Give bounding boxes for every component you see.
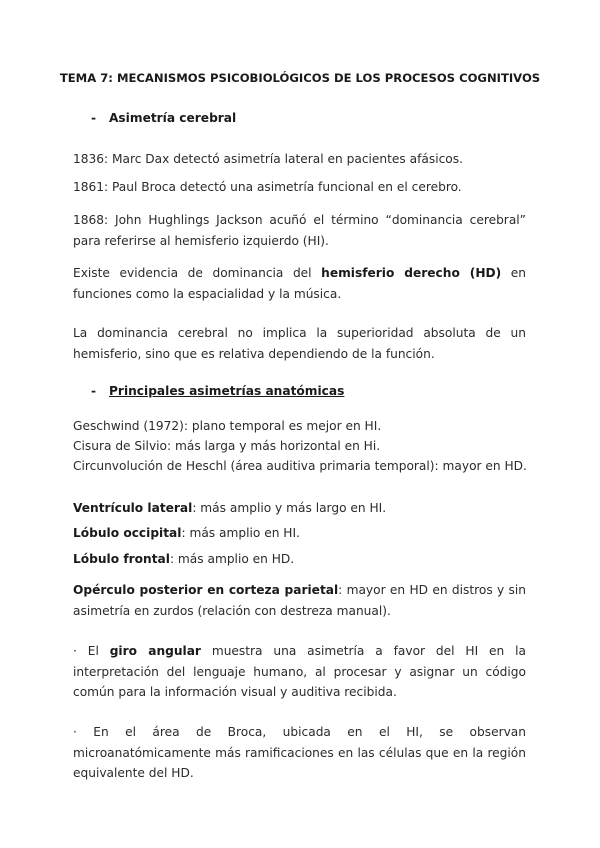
bold-term: giro angular xyxy=(109,644,201,658)
bold-term: hemisferio derecho (HD) xyxy=(321,266,502,280)
paragraph-dax: 1836: Marc Dax detectó asimetría lateral en pacientes afásicos. xyxy=(73,152,463,166)
line-geschwind: Geschwind (1972): plano temporal es mejor en HI. xyxy=(73,419,382,433)
heading-dash: - xyxy=(91,111,97,125)
line-ventriculo xyxy=(73,498,386,519)
bold-term: Ventrículo lateral xyxy=(73,501,193,515)
paragraph-giro-angular xyxy=(73,641,526,703)
paragraph-operculo xyxy=(73,580,526,621)
paragraph-hd-dominance xyxy=(73,263,526,304)
text-segment: Existe evidencia de dominancia del xyxy=(73,266,322,280)
text-segment: : mayor en HD en distros y sin asimetría en zurdos (relación con destreza manual). xyxy=(73,583,526,618)
section-heading-asimetria xyxy=(91,111,236,125)
text-segment: : más amplio en HD. xyxy=(169,552,295,566)
text-segment: muestra una asimetría a favor del HI en la interpretación del lenguaje humano, al procesar y asignar un código común para la información visual y auditiva recibida. xyxy=(73,644,526,699)
paragraph-jackson: 1868: John Hughlings Jackson acuñó el término “dominancia cerebral” para referirse al hemisferio izquierdo (HI). xyxy=(73,213,526,248)
text-segment: · El xyxy=(73,644,110,658)
heading-text: Asimetría cerebral xyxy=(109,111,237,125)
paragraph-relative-dominance: La dominancia cerebral no implica la superioridad absoluta de un hemisferio, sino que es relativa dependiendo de la función. xyxy=(73,326,526,361)
heading-dash: - xyxy=(91,384,97,398)
text-segment: : más amplio en HI. xyxy=(181,526,300,540)
heading-text: Principales asimetrías anatómicas xyxy=(109,384,345,398)
bold-term: Lóbulo occipital xyxy=(73,526,182,540)
paragraph-broca: 1861: Paul Broca detectó una asimetría funcional en el cerebro. xyxy=(73,180,462,194)
document-title: TEMA 7: MECANISMOS PSICOBIOLÓGICOS DE LOS PROCESOS COGNITIVOS xyxy=(59,71,541,85)
bold-term: Opérculo posterior en corteza parietal xyxy=(73,583,339,597)
line-frontal xyxy=(73,549,294,570)
text-segment: en funciones como la espacialidad y la música. xyxy=(73,266,527,301)
section-heading-asimetrias-anatomicas xyxy=(91,384,344,398)
line-occipital xyxy=(73,523,300,544)
text-segment: : más amplio y más largo en HI. xyxy=(192,501,387,515)
paragraph-area-broca: · En el área de Broca, ubicada en el HI, se observan microanatómicamente más ramificaciones en las células que en la región equivalente del HD. xyxy=(73,725,526,780)
line-silvio: Cisura de Silvio: más larga y más horizontal en Hi. xyxy=(73,439,381,453)
line-heschl: Circunvolución de Heschl (área auditiva primaria temporal): mayor en HD. xyxy=(73,459,527,473)
bold-term: Lóbulo frontal xyxy=(73,552,170,566)
